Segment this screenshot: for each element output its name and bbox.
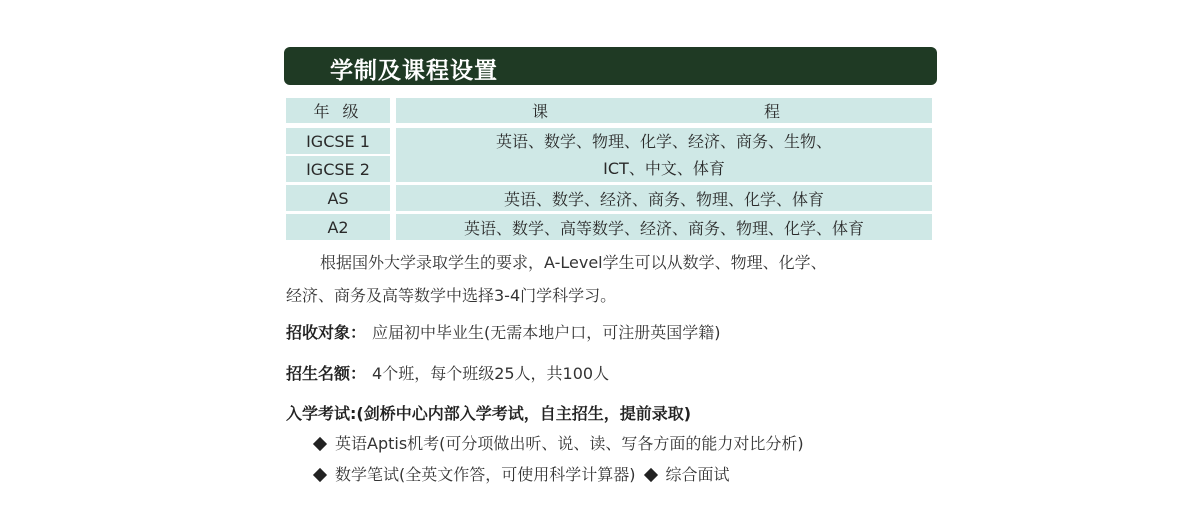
- quota-value: 4个班，每个班级25人，共100人: [372, 364, 610, 383]
- section-title-bar: [284, 47, 937, 85]
- exam-heading: 入学考试:(剑桥中心内部入学考试，自主招生，提前录取): [286, 404, 692, 423]
- table-row-grade: IGCSE 2: [286, 156, 390, 182]
- header-course-left: 课: [532, 102, 549, 121]
- table-row-grade: A2: [286, 214, 390, 240]
- igcse-courses-line1: 英语、数学、物理、化学、经济、商务、生物、: [495, 132, 832, 151]
- exam-item-text: 数学笔试(全英文作答，可使用科学计算器): [335, 465, 636, 484]
- quota-label: 招生名额：: [286, 364, 367, 383]
- table-row-courses: 英语、数学、高等数学、经济、商务、物理、化学、体育: [396, 214, 932, 240]
- target-label: 招收对象：: [286, 323, 367, 342]
- exam-item-text: 英语Aptis机考(可分项做出听、说、读、写各方面的能力对比分析): [335, 434, 804, 453]
- igcse-courses-line2: ICT、中文、体育: [603, 159, 725, 178]
- exam-item-2: [312, 462, 730, 485]
- diamond-bullet-icon: [643, 468, 657, 482]
- section-title: 学制及课程设置: [330, 58, 498, 84]
- table-row-grade: AS: [286, 185, 390, 211]
- paragraph-line-2: 经济、商务及高等数学中选择3-4门学科学习。: [286, 286, 617, 305]
- header-course: [396, 98, 932, 123]
- paragraph-line-1: 根据国外大学录取学生的要求，A-Level学生可以从数学、物理、化学、: [320, 253, 827, 272]
- exam-item-text: 综合面试: [665, 465, 730, 484]
- target-value: 应届初中毕业生(无需本地户口，可注册英国学籍): [372, 323, 721, 342]
- diamond-bullet-icon: [313, 437, 327, 451]
- header-course-right: 程: [764, 102, 781, 121]
- table-row-courses: 英语、数学、经济、商务、物理、化学、体育: [396, 185, 932, 211]
- enrollment-target: [286, 320, 721, 343]
- diamond-bullet-icon: [313, 468, 327, 482]
- table-row-grade: IGCSE 1: [286, 128, 390, 154]
- table-row-courses: [396, 128, 932, 182]
- exam-item-1: [312, 431, 804, 454]
- header-grade: 年 级: [286, 98, 390, 123]
- enrollment-quota: [286, 361, 609, 384]
